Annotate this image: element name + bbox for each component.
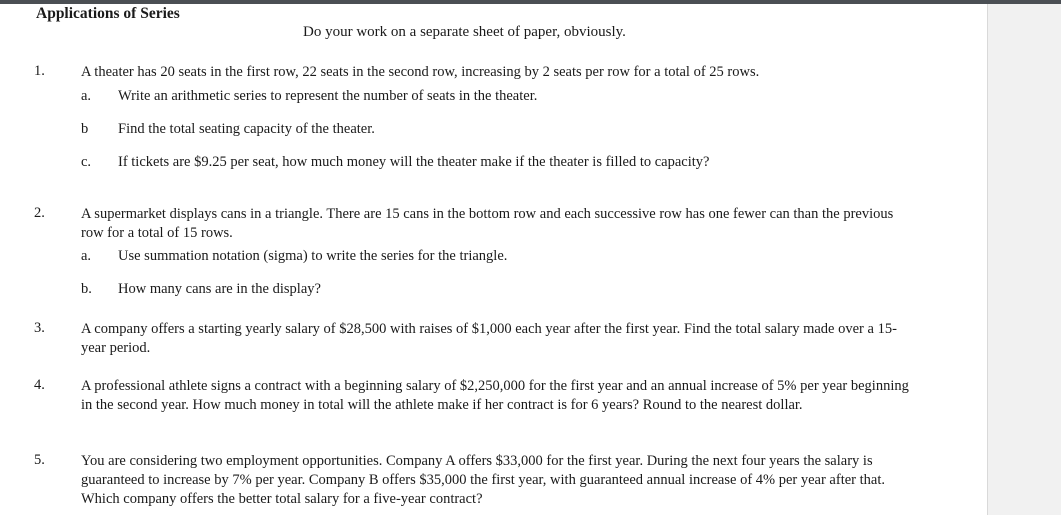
problem-text: You are considering two employment opportunities. Company A offers $33,000 for the first year. During the next four years the salary is guaranteed to increase by 7% per year. Company B offers $35,000 the first year, with guaranteed annual increase of 4% per year after that. Which company offers the better total salary for a five-year contract? bbox=[81, 453, 885, 507]
problem-number: 4. bbox=[34, 377, 45, 393]
part-letter: a. bbox=[81, 248, 92, 264]
problem-number: 5. bbox=[34, 452, 45, 468]
document-title: Applications of Series bbox=[36, 5, 180, 22]
part-text: How many cans are in the display? bbox=[118, 281, 321, 297]
part-letter: a. bbox=[81, 88, 92, 104]
problem-number: 3. bbox=[34, 320, 45, 336]
part-text: Use summation notation (sigma) to write the series for the triangle. bbox=[118, 248, 508, 264]
part-text: If tickets are $9.25 per seat, how much money will the theater make if the theater is filled to capacity? bbox=[118, 154, 710, 170]
part-text: Write an arithmetic series to represent the number of seats in the theater. bbox=[118, 88, 538, 104]
problem-text: A company offers a starting yearly salary of $28,500 with raises of $1,000 each year after the first year. Find the total salary made over a 15-year period. bbox=[81, 321, 897, 356]
part-letter: b. bbox=[81, 281, 92, 297]
part-letter: b bbox=[81, 121, 89, 137]
document-subtitle: Do your work on a separate sheet of paper, obviously. bbox=[303, 24, 626, 40]
part-letter: c. bbox=[81, 154, 92, 170]
problem-number: 1. bbox=[34, 63, 45, 79]
problem-text: A professional athlete signs a contract with a beginning salary of $2,250,000 for the first year and an annual increase of 5% per year beginning in the second year. How much money in total will the athlete make if her contract is for 6 years? Round to the nearest dollar. bbox=[81, 378, 909, 413]
problem-number: 2. bbox=[34, 205, 45, 221]
problem-text: A supermarket displays cans in a triangle. There are 15 cans in the bottom row and each successive row has one fewer can than the previous row for a total of 15 rows. bbox=[81, 206, 894, 241]
problem-text: A theater has 20 seats in the first row, 22 seats in the second row, increasing by 2 seats per row for a total of 25 rows. bbox=[81, 64, 760, 80]
part-text: Find the total seating capacity of the theater. bbox=[118, 121, 375, 137]
side-panel bbox=[987, 4, 1061, 515]
